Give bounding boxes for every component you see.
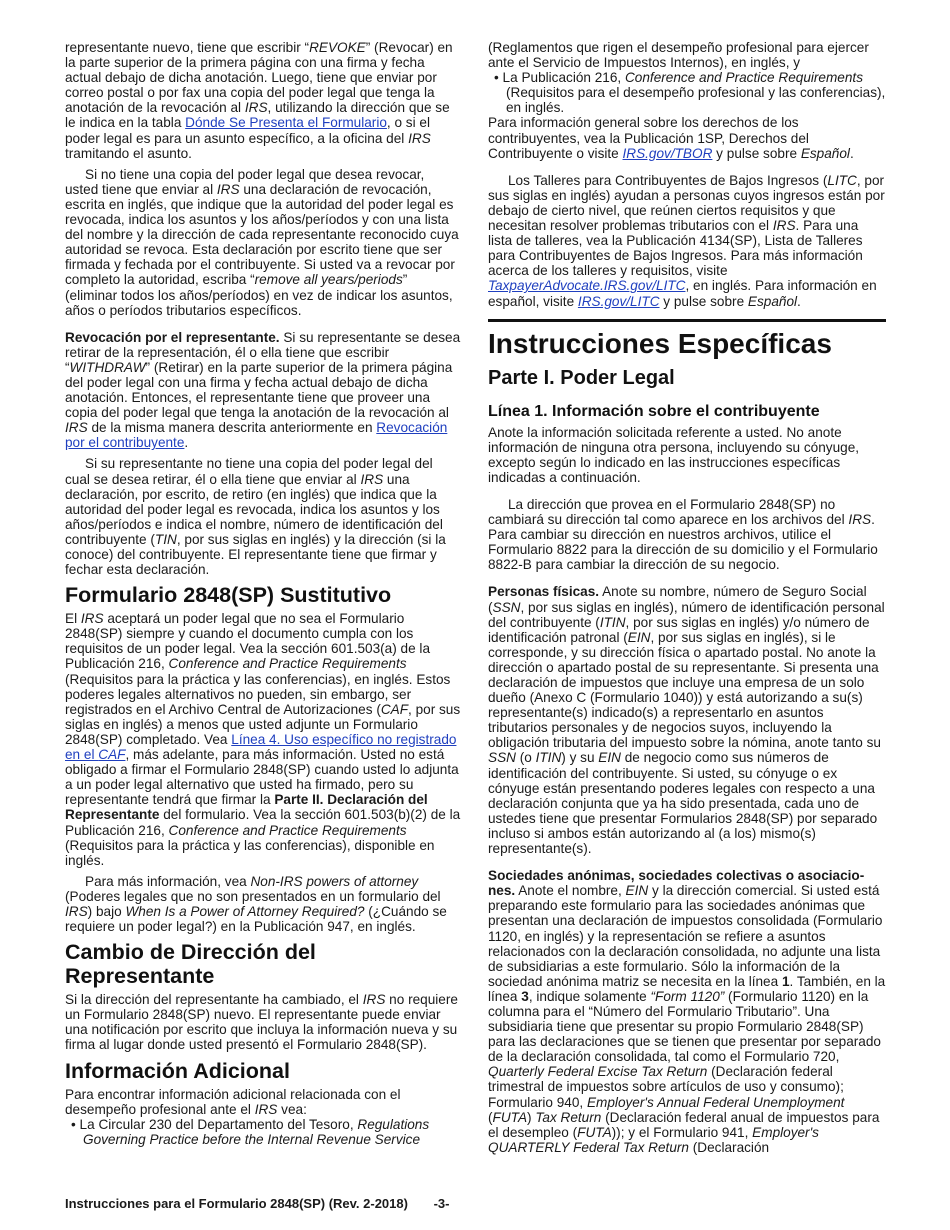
section-divider [488,319,886,322]
bullet-icon: • [494,70,499,86]
paragraph-circular-continuation: (Reglamentos que rigen el desempeño profesional para ejercer ante el Servicio de Impuestos Internos), en inglés, y [488,40,869,71]
link-irs-litc[interactable]: IRS.gov/LITC [577,293,660,309]
bullet-publicacion-216: • La Publicación 216, Conference and Practice Requirements (Requisitos para el desempeño profesional y las conferencias), en inglés. [494,70,886,116]
heading-instrucciones-especificas: Instrucciones Específicas [488,327,832,359]
footer-title: Instrucciones para el Formulario 2848(SP) (Rev. 2-2018) [65,1196,408,1211]
paragraph-revoke-continuation: representante nuevo, tiene que escribir “REVOKE” (Revocar) en la parte superior de la primera página con una firma y fecha actual debajo de dicha anotación. Luego, tiene que enviar por correo postal o por fax una copia del poder legal que tenga la anotación de la revocación al IRS, utilizando la dirección que se le indica en la tabla Dónde Se Presenta el Formulario, o si el poder legal es para un asunto específico, a la oficina del IRS tramitando el asunto. [65,40,453,161]
paragraph-substitute-form: El IRS aceptará un poder legal que no sea el Formulario 2848(SP) siempre y cuando el documento cumpla con los requisitos de un poder legal. Vea la sección 601.503(a) de la Publicación 216, Conference and Practice Requirements (Requisitos para la práctica y las conferencias), en inglés. Estos poderes legales alternativos no pueden, sin embargo, ser registrados en el Archivo Central de Autorizaciones (CAF, por sus siglas en inglés) a menos que usted adjunte un Formulario 2848(SP) completado. Vea Línea 4. Uso específico no registrado en el CAF, más adelante, para más información. Usted no está obligado a firmar el Formulario 2848(SP) cuando usted lo adjunta a un poder legal alternativo que usted ha firmado, pero su representante tendrá que firmar la Parte II. Declaración del Representante del formulario. Vea la sección 601.503(b)(2) de la Publicación 216, Conference and Practice Requirements (Requisitos para la práctica y las conferencias), disponible en inglés. [65,611,461,868]
paragraph-additional-info: Para encontrar información adicional relacionada con el desempeño profesional ante el IRS vea: [65,1086,401,1117]
paragraph-enter-info: Anote la información solicitada referente a usted. No anote información de ninguna otra persona, incluyendo su cónyuge, excepto según lo indicado en las instrucciones específicas indicadas a continuación. [488,424,860,485]
paragraph-no-copy-revocation: Si no tiene una copia del poder legal que desea revocar, usted tiene que enviar al IRS una declaración de revocación, escrita en inglés, que indique que la autoridad del poder legal es revocada, indica los asuntos y los años/períodos y con una lista del nombre y la dirección de cada representante reconocido cuya autoridad se revoca. Esta declaración por escrito tiene que ser firmada y fechada por el contribuyente. Si usted va a revocar por completo la autoridad, escriba “remove all years/periods” (eliminar todos los años/períodos) en vez de indicar los asuntos, años o períodos tributarios específicos. [65,166,459,318]
bullet-icon: • [71,1116,76,1132]
paragraph-address-change: Si la dirección del representante ha cambiado, el IRS no requiere un Formulario 2848(SP) nuevo. El representante puede enviar una notificación por escrito que incluya la información nueva y su firma al lugar donde usted presentó el Formulario 2848(SP). [65,992,458,1053]
right-column [488,40,886,1161]
paragraph-corporations: Sociedades anónimas, sociedades colectivas o asociacio- nes. Anote el nombre, EIN y la dirección comercial. Si usted está preparando este formulario para las sociedades anónimas que presentan una declaración de impuestos consolidada (Formulario 1120, en inglés) y la representación se refiere a asuntos relacionados con la declaración consolidada, no adjunte una lista de subsidiarias a este formulario. Sólo la información de la sociedad anónima matriz se necesita en la línea 1. También, en la línea 3, indique solamente “Form 1120” (Formulario 1120) en la columna para el “Número del Formulario Tributario”. Una subsidiaria tiene que presentar su propio Formulario 2848(SP) para las declaraciones que se tienen que presentar por separado de la declaración consolidada, tal como el Formulario 720, Quarterly Federal Excise Tax Return (Declaración federal trimestral de impuestos sobre artículos de uso y consumo); Formulario 940, Employer's Annual Federal Unemployment (FUTA) Tax Return (Declaración federal anual de impuestos para el desempleo (FUTA)); y el Formulario 941, Employer's QUARTERLY Federal Tax Return (Declaración [488,868,886,1155]
heading-informacion-adicional: Información Adicional [65,1058,290,1083]
bullet-circular-230: • La Circular 230 del Departamento del Tesoro, Regulations Governing Practice before the Internal Revenue Service [71,1116,430,1147]
page-number: -3- [433,1196,450,1211]
link-revocacion-contribuyente[interactable]: Revocación por el contribuyente [65,420,448,451]
link-irs-tbor[interactable]: IRS.gov/TBOR [622,145,713,161]
link-taxpayer-advocate-litc[interactable]: TaxpayerAdvocate.IRS.gov/LITC [488,278,686,294]
paragraph-more-info-pub947: Para más información, vea Non-IRS powers of attorney (Poderes legales que no son presentados en un formulario del IRS) bajo When Is a Power of Attorney Required? (¿Cuándo se requiere un poder legal?) en la Publicación 947, en inglés. [65,873,447,935]
heading-parte-i: Parte I. Poder Legal [488,366,675,389]
paragraph-representative-withdrawal: Si su representante no tiene una copia del poder legal del cual se desea retirar, él o ella tiene que enviar al IRS una declaración, por escrito, de retiro (en inglés) que indica que la autoridad del poder legal es revocada, indica los asuntos y los años/períodos e indica el nombre, número de identificación del contribuyente (TIN, por sus siglas en inglés) y la dirección (si la conoce) del contribuyente. El representante tiene que firmar y fechar esta declaración. [65,456,446,578]
page-footer [65,1196,449,1211]
paragraph-revocation-by-representative: Revocación por el representante. Si su representante se desea retirar de la representación, él o ella tiene que escribir “WITHDRAW” (Retirar) en la parte superior de la primera página del poder legal con una firma y fecha actual debajo de dicha anotación. Entonces, el representante tiene que proveer una copia del poder legal que tenga la anotación de la revocación al IRS de la misma manera descrita anteriormente en Revocación por el contribuyente. [65,329,461,451]
link-linea-4[interactable]: Línea 4. Uso específico no registrado en el CAF [65,731,457,763]
left-column [65,40,461,1147]
heading-linea-1: Línea 1. Información sobre el contribuyente [488,402,820,420]
heading-cambio-direccion: Cambio de Dirección del Representante [65,940,316,989]
paragraph-individuals: Personas físicas. Anote su nombre, número de Seguro Social (SSN, por sus siglas en inglés), número de identificación personal del contribuyente (ITIN, por sus siglas en inglés) y/o número de identificación patronal (EIN, por sus siglas en inglés), si le corresponde, y su dirección física o apartado postal. No anote la dirección o apartado postal de su representante. Si presenta una declaración de impuestos que incluye una empresa de un solo dueño (Anexo C (Formulario 1040)) y está autorizando a su(s) representante(s) indicado(s) a representarlo en asuntos tributarios personales y de negocios suyos, incluyendo la obligación tributaria del impuesto sobre la nómina, anote tanto su SSN (o ITIN) y su EIN de negocio como sus números de identificación del contribuyente. Si usted, su cónyuge o ex cónyuge están presentando poderes legales con respecto a una declaración conjunta que ya ha sido presentada, cada uno de ustedes tiene que presentar Formularios 2848(SP) por separado incluso si ambos están autorizando al (a los) mismo(s) representante(s). [488,584,885,857]
paragraph-litc: Los Talleres para Contribuyentes de Bajos Ingresos (LITC, por sus siglas en inglés) ayudan a personas cuyos ingresos están por debajo de cierto nivel, que reúnen ciertos requisitos y que necesitan resolver problemas tributarios con el IRS. Para una lista de talleres, vea la Publicación 4134(SP), Lista de Talleres para Contribuyentes de Bajos Ingresos. Para más información acerca de los talleres y requisitos, visite TaxpayerAdvocate.IRS.gov/LITC, en inglés. Para información en español, visite IRS.gov/LITC y pulse sobre Español. [488,172,885,309]
heading-formulario-sustitutivo: Formulario 2848(SP) Sustitutivo [65,583,392,608]
link-donde-se-presenta[interactable]: Dónde Se Presenta el Formulario [185,115,387,131]
paragraph-taxpayer-rights: Para información general sobre los derechos de los contribuyentes, vea la Publicación 1SP, Derechos del Contribuyente o visite IRS.gov/TBOR y pulse sobre Español. [488,115,854,161]
paragraph-address-note: La dirección que provea en el Formulario 2848(SP) no cambiará su dirección tal como aparece en los archivos del IRS. Para cambiar su dirección en nuestros archivos, utilice el Formulario 8822 para la dirección de su domicilio y el Formulario 8822-B para cambiar la dirección de su negocio. [488,496,878,573]
